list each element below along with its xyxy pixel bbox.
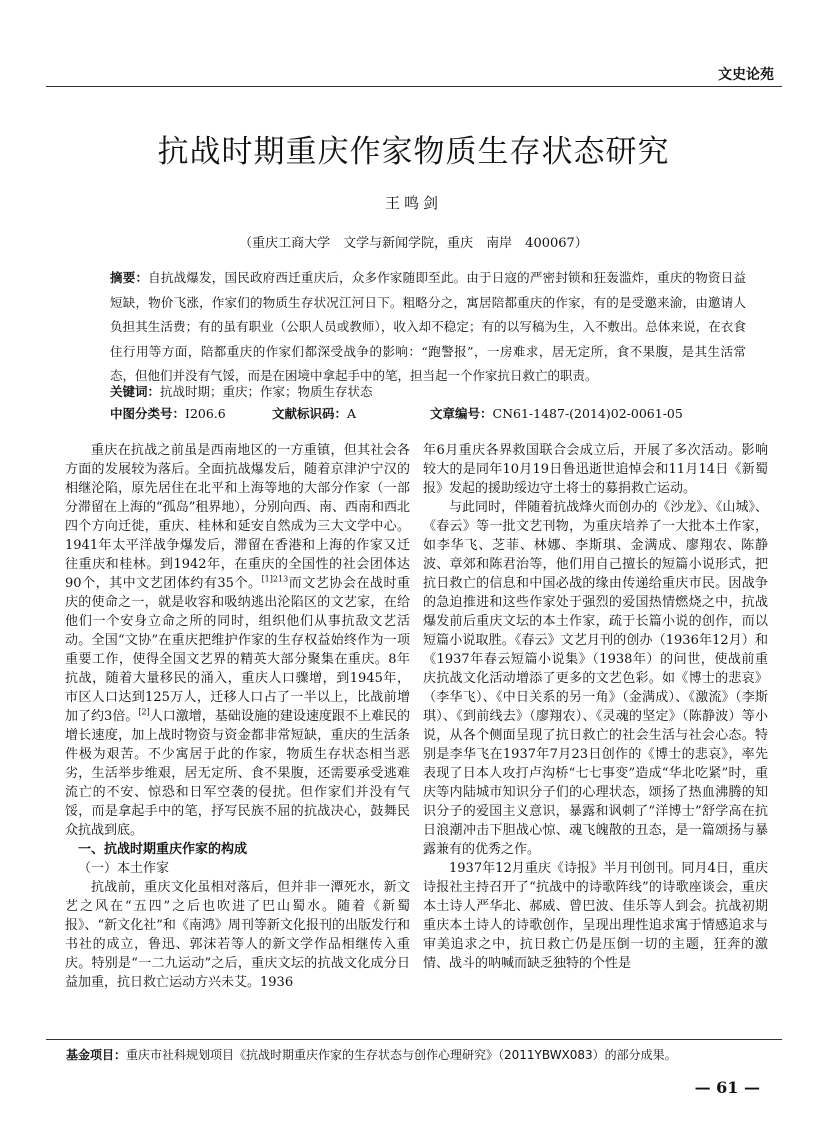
- citation: [2]: [138, 707, 150, 717]
- journal-section-label: 文史论苑: [718, 67, 774, 83]
- abstract-label: 摘要：: [110, 270, 149, 285]
- paragraph: 抗战前，重庆文化虽相对落后，但并非一潭死水，新文艺之风在“五四”之后也吹进了巴山蜀水。随着《新蜀报》、“新文化社”和《南鸿》周刊等新文化报刊的出版发行和书社的成立，鲁迅、郭沫若等人的新文学作品相继传入重庆。特别是“一二九运动”之后，重庆文坛的抗战文化成分日益加重，抗日救亡运动方兴未艾。1936: [65, 880, 410, 990]
- author-name: 王鸣剑: [384, 194, 442, 212]
- article-title: 抗战时期重庆作家物质生存状态研究: [157, 134, 670, 170]
- author-affiliation: （重庆工商大学 文学与新闻学院，重庆 南岸 400067）: [239, 236, 588, 251]
- page-number: — 61 —: [694, 1078, 760, 1097]
- paragraph-text: 重庆在抗战之前虽是西南地区的一方重镇，但其社会各方面的发展较为落后。全面抗战爆发后，随着京津沪宁汉的相继沦陷，原先居住在北平和上海等地的大部分作家（一部分滞留在上海的“孤岛”租界地），分别向西、南、西南和西北四个方向迁徙，重庆、桂林和延安自然成为三大文学中心。1941年太平洋战争爆发后，滞留在香港和上海的作家又迁往重庆和桂林。到1942年，在重庆的全国性的社会团体达90个，其中文艺团体约有35个。: [65, 443, 410, 591]
- paragraph: [65, 441, 410, 840]
- keywords: [110, 382, 750, 400]
- citation: [1]213: [261, 574, 289, 584]
- body-left-column: [65, 441, 410, 992]
- articleno-value: CN61-1487-(2014)02-0061-05: [492, 406, 683, 421]
- paragraph: 1937年12月重庆《诗报》半月刊创刊。同月4日，重庆诗报社主持召开了“抗战中的诗歌阵线”的诗歌座谈会，重庆本土诗人严华北、郝威、曾巴波、佳乐等人到会。抗战初期重庆本土诗人的诗歌创作，呈现出理性追求寓于情感追求与审美追求之中，抗日救亡仍是压倒一切的主题，狂奔的激情、战斗的呐喊而缺乏独特的个性是: [423, 861, 768, 971]
- funding-label: 基金项目：: [66, 1048, 127, 1062]
- funding-note: [66, 1046, 782, 1063]
- body-right-column: [423, 441, 768, 973]
- article-number: [430, 404, 683, 422]
- subsection-heading: （一）本土作家: [78, 861, 170, 876]
- articleno-label: 文章编号：: [430, 406, 493, 421]
- paragraph-text: 而文艺协会在战时重庆的使命之一，就是收容和吸纳逃出沦陷区的文艺家，在给他们一个安身立命之所的同时，组织他们从事抗敌文艺活动。全国“文协”在重庆把维护作家的生存权益始终作为一项重要工作，使得全国文艺界的精英大部分聚集在重庆。8年抗战，随着大量移民的涌入，重庆人口骤增，到1945年，市区人口达到125万人，迁移人口占了一半以上，比战前增加了约3倍。: [65, 576, 410, 724]
- footnote-rule: [46, 1039, 782, 1040]
- clc-label: 中图分类号：: [110, 406, 186, 421]
- clc-value: I206.6: [185, 406, 226, 421]
- keywords-text: 抗战时期；重庆；作家；物质生存状态: [160, 384, 373, 399]
- keywords-label: 关键词：: [110, 384, 161, 399]
- clc-number: [110, 404, 226, 422]
- paragraph-text: 人口激增，基础设施的建设速度跟不上难民的增长速度，加上战时物资与资金都非常短缺，重庆的生活条件极为艰苦。不少寓居于此的作家，物质生存状态相当恶劣，生活举步维艰，居无定所、食不果腹，还需要承受逃难流亡的不安、惊恐和日军空袭的侵扰。但作家们并没有气馁，而是拿起手中的笔，抒写民族不屈的抗战决心，鼓舞民众抗战到底。: [65, 709, 410, 838]
- section-heading: 一、抗战时期重庆作家的构成: [78, 842, 248, 857]
- paragraph: 与此同时，伴随着抗战烽火而创办的《沙龙》、《山城》、《春云》等一批文艺刊物，为重庆培养了一大批本土作家，如李华飞、芝菲、林娜、李斯琪、金满成、廖翔农、陈静波、章郊和陈君治等，他们用自己擅长的短篇小说形式，把抗日救亡的信息和中国必战的缘由传递给重庆市民。因战争的急迫推进和这些作家处于强烈的爱国热情燃烧之中，抗战爆发前后重庆文坛的本土作家，疏于长篇小说的创作，而以短篇小说取胜。《春云》文艺月刊的创办（1936年12月）和《1937年春云短篇小说集》（1938年）的问世，使战前重庆抗战文化活动增添了更多的文艺色彩。如《博士的悲哀》（李华飞）、《中日关系的另一角》（金满成）、《激流》（李斯琪）、《到前线去》（廖翔农）、《灵魂的坚定》（陈静波）等小说，从各个侧面呈现了抗日救亡的社会生活与社会心态。特别是李华飞在1937年7月23日创作的《博士的悲哀》，率先表现了日本人攻打卢沟桥“七七事变”造成“华北吃紧”时，重庆等内陆城市知识分子们的心理状态，颂扬了热血沸腾的知识分子的爱国主义意识，暴露和讽刺了“洋博士”舒学高在抗日浪潮冲击下胆战心惊、魂飞魄散的丑态，是一篇颂扬与暴露兼有的优秀之作。: [423, 500, 768, 857]
- abstract: [110, 266, 746, 389]
- document-code: [272, 404, 356, 422]
- doccode-value: A: [347, 406, 357, 421]
- funding-text: 重庆市社科规划项目《抗战时期重庆作家的生存状态与创作心理研究》（2011YBWX083）的部分成果。: [126, 1048, 677, 1062]
- abstract-text: 自抗战爆发，国民政府西迁重庆后，众多作家随即至此。由于日寇的严密封锁和狂轰滥炸，重庆的物资日益短缺，物价飞涨，作家们的物质生存状况江河日下。粗略分之，寓居陪都重庆的作家，有的是受邀来渝，由邀请人负担其生活费；有的虽有职业（公职人员或教师），收入却不稳定；有的以写稿为生，入不敷出。总体来说，在衣食住行用等方面，陪都重庆的作家们都深受战争的影响：“跑警报”，一房难求，居无定所，食不果腹，是其生活常态，但他们并没有气馁，而是在困境中拿起手中的笔，担当起一个作家抗日救亡的职责。: [110, 270, 746, 383]
- paragraph: 年6月重庆各界救国联合会成立后，开展了多次活动。影响较大的是同年10月19日鲁迅逝世追悼会和11月14日《新蜀报》发起的援助绥边守土将士的募捐救亡运动。: [423, 443, 768, 496]
- header-rule: [46, 86, 782, 87]
- doccode-label: 文献标识码：: [272, 406, 348, 421]
